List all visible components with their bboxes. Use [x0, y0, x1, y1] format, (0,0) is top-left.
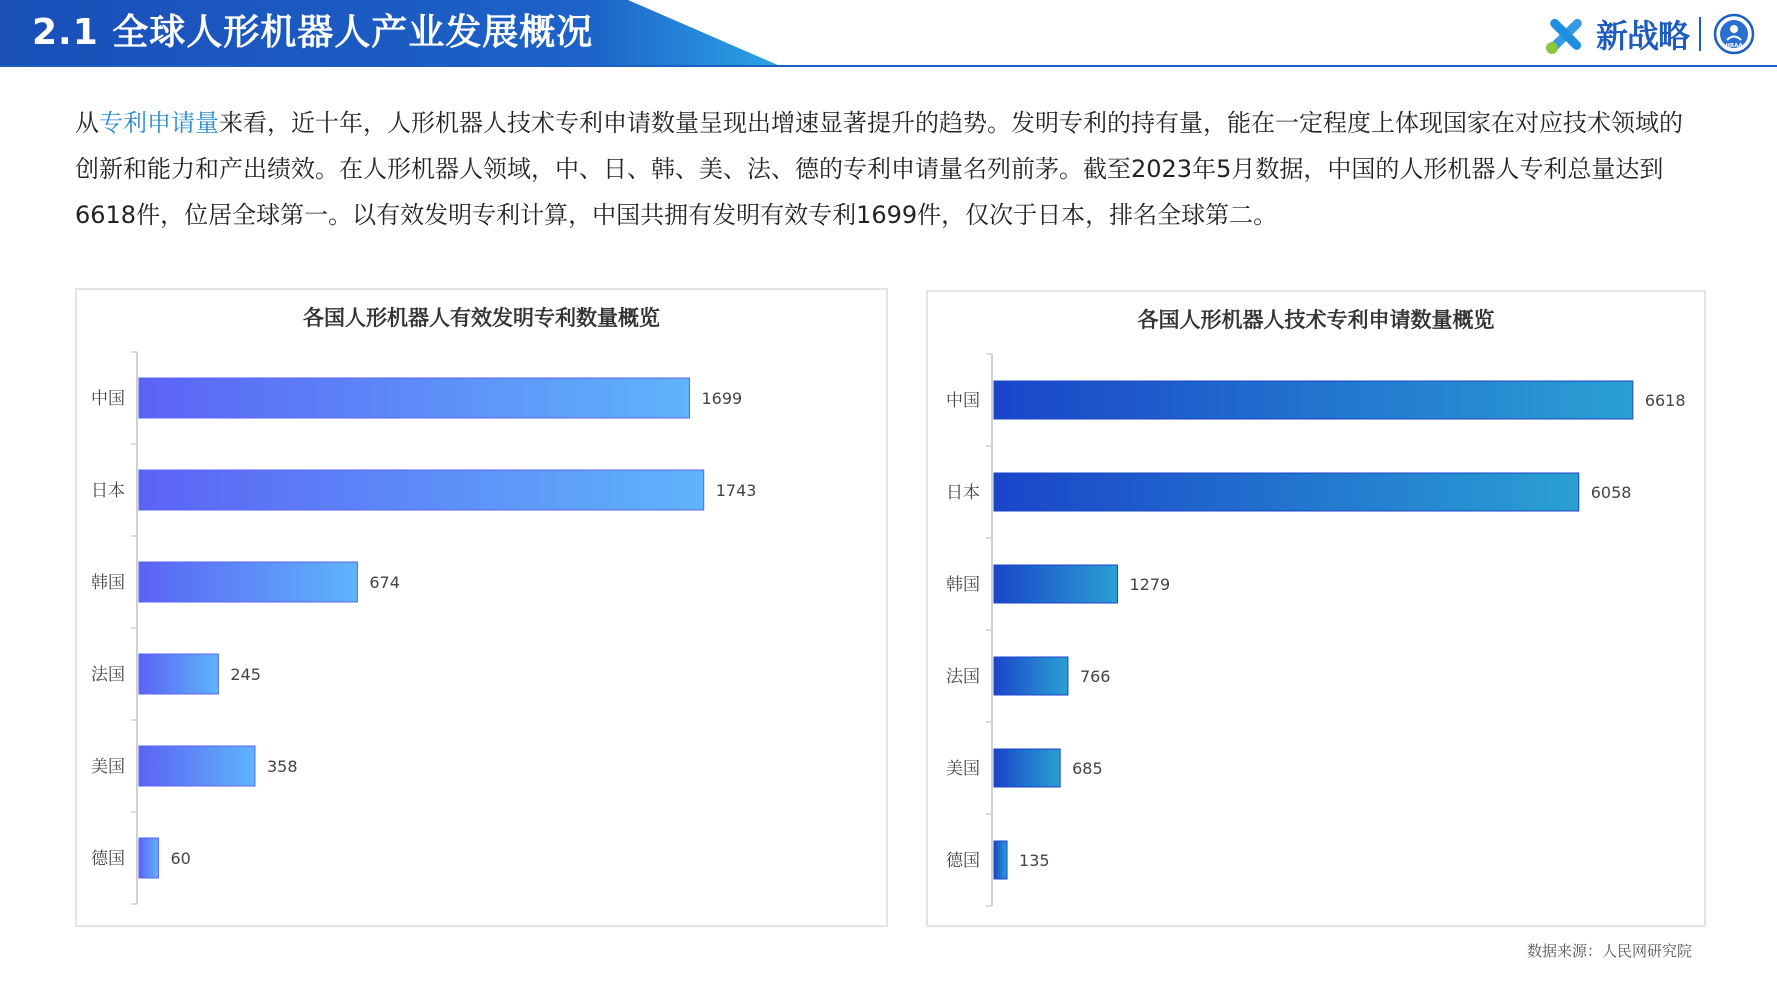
category-label: 中国 [946, 391, 980, 411]
bar [139, 654, 218, 694]
bar [994, 381, 1633, 419]
bar-chart-valid-patents [77, 290, 886, 925]
logo-divider [1699, 17, 1701, 51]
chart-title: 各国人形机器人有效发明专利数量概览 [303, 306, 660, 330]
chart-title: 各国人形机器人技术专利申请数量概览 [1137, 308, 1495, 332]
bar [994, 841, 1007, 879]
category-label: 日本 [946, 483, 980, 503]
intro-paragraph [75, 100, 1705, 238]
category-label: 美国 [946, 759, 980, 779]
category-label: 韩国 [91, 573, 125, 593]
data-label: 1699 [701, 389, 743, 408]
seal-text: HRAA [1725, 43, 1743, 49]
header-banner [0, 0, 1777, 68]
bar [139, 838, 158, 878]
data-label: 135 [1019, 851, 1050, 870]
bar [139, 378, 689, 418]
data-label: 1743 [715, 481, 757, 500]
bar [139, 746, 255, 786]
chart-panel-applications [926, 290, 1706, 927]
bar [994, 473, 1579, 511]
category-label: 德国 [91, 849, 125, 869]
category-label: 中国 [91, 389, 125, 409]
intro-text: 来看，近十年，人形机器人技术专利申请数量呈现出增速显著提升的趋势。发明专利的持有量，能在一定程度上体现国家在对应技术领域的创新和能力和产出绩效。在人形机器人领域，中、日、韩、美、法、德的专利申请量名列前茅。截至2023年5月数据，中国的人形机器人专利总量达到6618件，位居全球第一。以有效发明专利计算，中国共拥有发明有效专利1699件，仅次于日本，排名全球第二。 [75, 109, 1683, 229]
brand-mark-icon [1542, 10, 1590, 58]
data-label: 766 [1079, 667, 1111, 686]
brand-name: 新战略 [1595, 17, 1689, 55]
data-label: 674 [369, 573, 400, 592]
data-label: 6618 [1644, 391, 1686, 410]
data-label: 685 [1072, 759, 1103, 778]
data-label: 1279 [1129, 575, 1171, 594]
bar [139, 470, 704, 510]
page-title: 2.1 全球人形机器人产业发展概况 [32, 12, 594, 53]
category-label: 法国 [946, 667, 980, 687]
association-seal [1713, 13, 1755, 55]
category-label: 法国 [91, 665, 125, 685]
bar [994, 749, 1060, 787]
bar [139, 562, 357, 602]
brand-logo [1542, 10, 1755, 58]
bar-chart-applications [928, 292, 1704, 925]
bar [994, 565, 1117, 603]
data-label: 358 [266, 757, 298, 776]
data-label: 6058 [1590, 483, 1632, 502]
intro-highlight: 专利申请量 [99, 109, 219, 137]
category-label: 韩国 [946, 575, 980, 595]
category-label: 德国 [946, 851, 980, 871]
chart-panel-valid-patents [75, 288, 888, 927]
intro-lead: 从 [75, 109, 99, 137]
data-label: 60 [170, 849, 191, 868]
data-label: 245 [230, 665, 261, 684]
bar [994, 657, 1068, 695]
category-label: 日本 [91, 481, 125, 501]
category-label: 美国 [91, 757, 125, 777]
data-source: 数据来源：人民网研究院 [1526, 942, 1692, 960]
